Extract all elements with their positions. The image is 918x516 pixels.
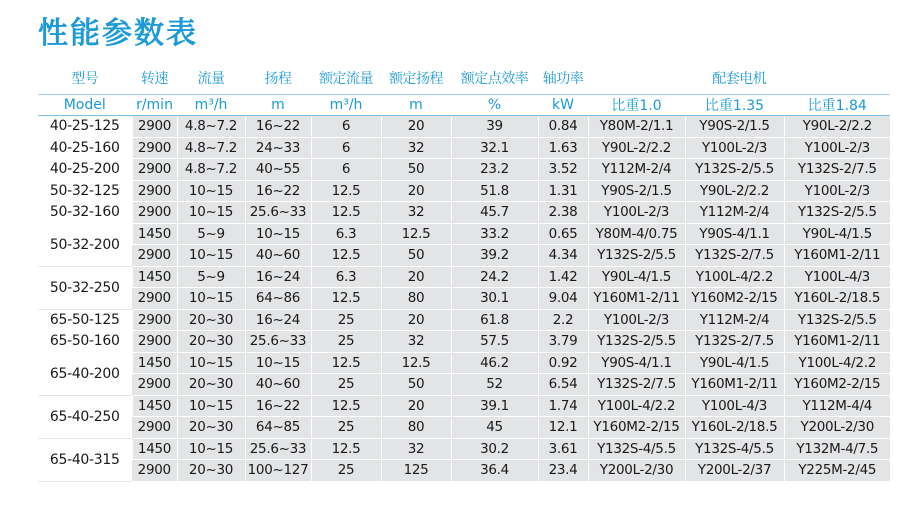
motor-sg-1-cell: Y80M-4/0.75: [588, 223, 685, 245]
rated-head-cell: 32: [381, 438, 451, 460]
efficiency-cell: 30.1: [451, 288, 538, 310]
motor-sg-135-cell: Y90S-2/1.5: [685, 116, 784, 138]
motor-sg-135-cell: Y112M-2/4: [685, 202, 784, 224]
rated-head-cell: 20: [381, 309, 451, 331]
motor-sg-184-cell: Y100L-4/2.2: [784, 352, 890, 374]
flow-cell: 20~30: [177, 460, 245, 482]
model-cell: 40-25-200: [38, 159, 132, 181]
unit-rated-flow: m³/h: [311, 95, 381, 116]
motor-sg-1-cell: Y90S-4/1.1: [588, 352, 685, 374]
shaft-power-cell: 9.04: [538, 288, 588, 310]
rated-head-cell: 50: [381, 159, 451, 181]
rated-flow-cell: 12.5: [311, 202, 381, 224]
unit-speed: r/min: [132, 95, 177, 116]
table-row: [38, 245, 890, 267]
motor-sg-1-cell: Y100L-2/3: [588, 202, 685, 224]
shaft-power-cell: 3.61: [538, 438, 588, 460]
model-cell: 65-40-250: [38, 395, 132, 438]
rated-flow-cell: 6.3: [311, 266, 381, 288]
flow-cell: 10~15: [177, 288, 245, 310]
motor-sg-1-cell: Y132S-2/5.5: [588, 331, 685, 353]
speed-cell: 2900: [132, 460, 177, 482]
flow-cell: 20~30: [177, 309, 245, 331]
model-cell: 50-32-200: [38, 223, 132, 266]
model-cell: 65-40-200: [38, 352, 132, 395]
motor-sg-184-cell: Y90L-2/2.2: [784, 116, 890, 138]
head-cell: 64~86: [245, 288, 311, 310]
speed-cell: 2900: [132, 245, 177, 267]
page-title: 性能参数表: [38, 16, 198, 51]
rated-head-cell: 32: [381, 202, 451, 224]
motor-sg-1-cell: Y100L-4/2.2: [588, 395, 685, 417]
flow-cell: 5~9: [177, 223, 245, 245]
table-row: [38, 137, 890, 159]
table-row: [38, 352, 890, 374]
model-cell: 65-40-315: [38, 438, 132, 481]
flow-cell: 4.8~7.2: [177, 137, 245, 159]
motor-sg-184-cell: Y112M-4/4: [784, 395, 890, 417]
head-cell: 16~22: [245, 395, 311, 417]
shaft-power-cell: 2.2: [538, 309, 588, 331]
efficiency-cell: 39: [451, 116, 538, 138]
motor-sg-184-cell: Y132S-2/5.5: [784, 202, 890, 224]
header-shaft-power: 轴功率: [538, 62, 588, 95]
motor-sg-1-cell: Y132S-2/7.5: [588, 374, 685, 396]
motor-sg-1-cell: Y160M2-2/15: [588, 417, 685, 439]
rated-flow-cell: 25: [311, 331, 381, 353]
motor-sg-1-cell: Y160M1-2/11: [588, 288, 685, 310]
shaft-power-cell: 4.34: [538, 245, 588, 267]
efficiency-cell: 45.7: [451, 202, 538, 224]
motor-sg-135-cell: Y100L-2/3: [685, 137, 784, 159]
rated-flow-cell: 25: [311, 417, 381, 439]
rated-flow-cell: 25: [311, 374, 381, 396]
header-rated-flow: 额定流量: [311, 62, 381, 95]
motor-sg-135-cell: Y160L-2/18.5: [685, 417, 784, 439]
shaft-power-cell: 2.38: [538, 202, 588, 224]
shaft-power-cell: 1.63: [538, 137, 588, 159]
efficiency-cell: 39.1: [451, 395, 538, 417]
motor-sg-1-cell: Y80M-2/1.1: [588, 116, 685, 138]
efficiency-cell: 36.4: [451, 460, 538, 482]
table-row: [38, 460, 890, 482]
motor-sg-135-cell: Y90S-4/1.1: [685, 223, 784, 245]
shaft-power-cell: 6.54: [538, 374, 588, 396]
motor-sg-1-cell: Y90S-2/1.5: [588, 180, 685, 202]
flow-cell: 20~30: [177, 374, 245, 396]
motor-sg-1-cell: Y90L-2/2.2: [588, 137, 685, 159]
motor-sg-135-cell: Y132S-4/5.5: [685, 438, 784, 460]
motor-sg-135-cell: Y90L-2/2.2: [685, 180, 784, 202]
table-row: [38, 309, 890, 331]
model-cell: 40-25-160: [38, 137, 132, 159]
model-cell: 65-50-160: [38, 331, 132, 353]
flow-cell: 10~15: [177, 180, 245, 202]
shaft-power-cell: 0.84: [538, 116, 588, 138]
rated-flow-cell: 12.5: [311, 288, 381, 310]
motor-sg-184-cell: Y90L-4/1.5: [784, 223, 890, 245]
motor-sg-1-cell: Y112M-2/4: [588, 159, 685, 181]
speed-cell: 2900: [132, 159, 177, 181]
efficiency-cell: 45: [451, 417, 538, 439]
motor-sg-135-cell: Y132S-2/7.5: [685, 245, 784, 267]
head-cell: 64~85: [245, 417, 311, 439]
motor-sg-1-cell: Y100L-2/3: [588, 309, 685, 331]
shaft-power-cell: 0.92: [538, 352, 588, 374]
motor-sg-184-cell: Y100L-4/3: [784, 266, 890, 288]
efficiency-cell: 23.2: [451, 159, 538, 181]
rated-head-cell: 80: [381, 288, 451, 310]
flow-cell: 10~15: [177, 202, 245, 224]
table-row: [38, 374, 890, 396]
motor-sg-135-cell: Y90L-4/1.5: [685, 352, 784, 374]
motor-sg-184-cell: Y160M2-2/15: [784, 374, 890, 396]
efficiency-cell: 61.8: [451, 309, 538, 331]
shaft-power-cell: 23.4: [538, 460, 588, 482]
efficiency-cell: 24.2: [451, 266, 538, 288]
motor-sg-1-cell: Y132S-2/5.5: [588, 245, 685, 267]
header-rated-efficiency: 额定点效率: [451, 62, 538, 95]
head-cell: 16~22: [245, 116, 311, 138]
speed-cell: 1450: [132, 266, 177, 288]
speed-cell: 2900: [132, 374, 177, 396]
unit-motor-sg-135: 比重1.35: [685, 95, 784, 116]
header-model: 型号: [38, 62, 132, 95]
header-motor: 配套电机: [588, 62, 890, 95]
rated-flow-cell: 12.5: [311, 180, 381, 202]
table-row: [38, 223, 890, 245]
table-row: [38, 288, 890, 310]
head-cell: 40~55: [245, 159, 311, 181]
rated-head-cell: 12.5: [381, 352, 451, 374]
head-cell: 16~24: [245, 266, 311, 288]
flow-cell: 4.8~7.2: [177, 116, 245, 138]
speed-cell: 2900: [132, 331, 177, 353]
table-row: [38, 180, 890, 202]
motor-sg-184-cell: Y132S-2/7.5: [784, 159, 890, 181]
speed-cell: 2900: [132, 116, 177, 138]
efficiency-cell: 57.5: [451, 331, 538, 353]
header-row-units: [38, 95, 890, 116]
speed-cell: 1450: [132, 395, 177, 417]
model-cell: 65-50-125: [38, 309, 132, 331]
unit-motor-sg-184: 比重1.84: [784, 95, 890, 116]
shaft-power-cell: 12.1: [538, 417, 588, 439]
table-row: [38, 116, 890, 138]
motor-sg-1-cell: Y200L-2/30: [588, 460, 685, 482]
motor-sg-184-cell: Y100L-2/3: [784, 180, 890, 202]
rated-flow-cell: 25: [311, 309, 381, 331]
motor-sg-135-cell: Y100L-4/3: [685, 395, 784, 417]
unit-motor-sg-1: 比重1.0: [588, 95, 685, 116]
rated-head-cell: 20: [381, 116, 451, 138]
motor-sg-135-cell: Y160M1-2/11: [685, 374, 784, 396]
motor-sg-184-cell: Y132S-2/5.5: [784, 309, 890, 331]
flow-cell: 10~15: [177, 245, 245, 267]
model-cell: 50-32-250: [38, 266, 132, 309]
rated-head-cell: 50: [381, 374, 451, 396]
shaft-power-cell: 3.52: [538, 159, 588, 181]
head-cell: 24~33: [245, 137, 311, 159]
shaft-power-cell: 0.65: [538, 223, 588, 245]
flow-cell: 4.8~7.2: [177, 159, 245, 181]
table-body: [38, 116, 890, 482]
efficiency-cell: 52: [451, 374, 538, 396]
table-row: [38, 395, 890, 417]
rated-head-cell: 20: [381, 266, 451, 288]
motor-sg-184-cell: Y100L-2/3: [784, 137, 890, 159]
efficiency-cell: 39.2: [451, 245, 538, 267]
header-flow: 流量: [177, 62, 245, 95]
rated-head-cell: 50: [381, 245, 451, 267]
performance-table: [38, 62, 890, 482]
efficiency-cell: 32.1: [451, 137, 538, 159]
head-cell: 10~15: [245, 223, 311, 245]
flow-cell: 10~15: [177, 352, 245, 374]
motor-sg-135-cell: Y200L-2/37: [685, 460, 784, 482]
rated-flow-cell: 25: [311, 460, 381, 482]
model-cell: 50-32-160: [38, 202, 132, 224]
model-cell: 50-32-125: [38, 180, 132, 202]
motor-sg-1-cell: Y90L-4/1.5: [588, 266, 685, 288]
efficiency-cell: 33.2: [451, 223, 538, 245]
header-rated-head: 额定扬程: [381, 62, 451, 95]
rated-flow-cell: 6: [311, 116, 381, 138]
motor-sg-135-cell: Y132S-2/7.5: [685, 331, 784, 353]
motor-sg-135-cell: Y132S-2/5.5: [685, 159, 784, 181]
motor-sg-184-cell: Y160M1-2/11: [784, 331, 890, 353]
unit-head: m: [245, 95, 311, 116]
speed-cell: 2900: [132, 288, 177, 310]
head-cell: 40~60: [245, 245, 311, 267]
rated-flow-cell: 12.5: [311, 352, 381, 374]
rated-head-cell: 32: [381, 137, 451, 159]
flow-cell: 20~30: [177, 417, 245, 439]
header-row-cn: [38, 62, 890, 95]
rated-head-cell: 20: [381, 395, 451, 417]
speed-cell: 1450: [132, 352, 177, 374]
header-head: 扬程: [245, 62, 311, 95]
unit-rated-head: m: [381, 95, 451, 116]
efficiency-cell: 46.2: [451, 352, 538, 374]
unit-flow: m³/h: [177, 95, 245, 116]
speed-cell: 2900: [132, 417, 177, 439]
motor-sg-184-cell: Y160L-2/18.5: [784, 288, 890, 310]
unit-power: kW: [538, 95, 588, 116]
efficiency-cell: 51.8: [451, 180, 538, 202]
table-row: [38, 159, 890, 181]
rated-head-cell: 125: [381, 460, 451, 482]
table-row: [38, 331, 890, 353]
table-row: [38, 438, 890, 460]
rated-head-cell: 20: [381, 180, 451, 202]
unit-model: Model: [38, 95, 132, 116]
motor-sg-135-cell: Y112M-2/4: [685, 309, 784, 331]
rated-head-cell: 12.5: [381, 223, 451, 245]
header-speed: 转速: [132, 62, 177, 95]
head-cell: 25.6~33: [245, 438, 311, 460]
motor-sg-1-cell: Y132S-4/5.5: [588, 438, 685, 460]
model-cell: 40-25-125: [38, 116, 132, 138]
rated-flow-cell: 12.5: [311, 438, 381, 460]
shaft-power-cell: 3.79: [538, 331, 588, 353]
efficiency-cell: 30.2: [451, 438, 538, 460]
table-row: [38, 202, 890, 224]
speed-cell: 2900: [132, 202, 177, 224]
head-cell: 25.6~33: [245, 202, 311, 224]
motor-sg-135-cell: Y100L-4/2.2: [685, 266, 784, 288]
motor-sg-135-cell: Y160M2-2/15: [685, 288, 784, 310]
rated-head-cell: 32: [381, 331, 451, 353]
rated-flow-cell: 12.5: [311, 245, 381, 267]
shaft-power-cell: 1.74: [538, 395, 588, 417]
flow-cell: 20~30: [177, 331, 245, 353]
head-cell: 10~15: [245, 352, 311, 374]
speed-cell: 1450: [132, 223, 177, 245]
rated-head-cell: 80: [381, 417, 451, 439]
speed-cell: 2900: [132, 180, 177, 202]
rated-flow-cell: 6: [311, 159, 381, 181]
speed-cell: 2900: [132, 309, 177, 331]
flow-cell: 5~9: [177, 266, 245, 288]
flow-cell: 10~15: [177, 395, 245, 417]
head-cell: 100~127: [245, 460, 311, 482]
head-cell: 16~24: [245, 309, 311, 331]
speed-cell: 1450: [132, 438, 177, 460]
rated-flow-cell: 6.3: [311, 223, 381, 245]
shaft-power-cell: 1.31: [538, 180, 588, 202]
table-row: [38, 417, 890, 439]
motor-sg-184-cell: Y225M-2/45: [784, 460, 890, 482]
head-cell: 40~60: [245, 374, 311, 396]
motor-sg-184-cell: Y132M-4/7.5: [784, 438, 890, 460]
head-cell: 16~22: [245, 180, 311, 202]
motor-sg-184-cell: Y200L-2/30: [784, 417, 890, 439]
rated-flow-cell: 12.5: [311, 395, 381, 417]
shaft-power-cell: 1.42: [538, 266, 588, 288]
unit-efficiency: %: [451, 95, 538, 116]
flow-cell: 10~15: [177, 438, 245, 460]
motor-sg-184-cell: Y160M1-2/11: [784, 245, 890, 267]
table-row: [38, 266, 890, 288]
rated-flow-cell: 6: [311, 137, 381, 159]
head-cell: 25.6~33: [245, 331, 311, 353]
speed-cell: 2900: [132, 137, 177, 159]
